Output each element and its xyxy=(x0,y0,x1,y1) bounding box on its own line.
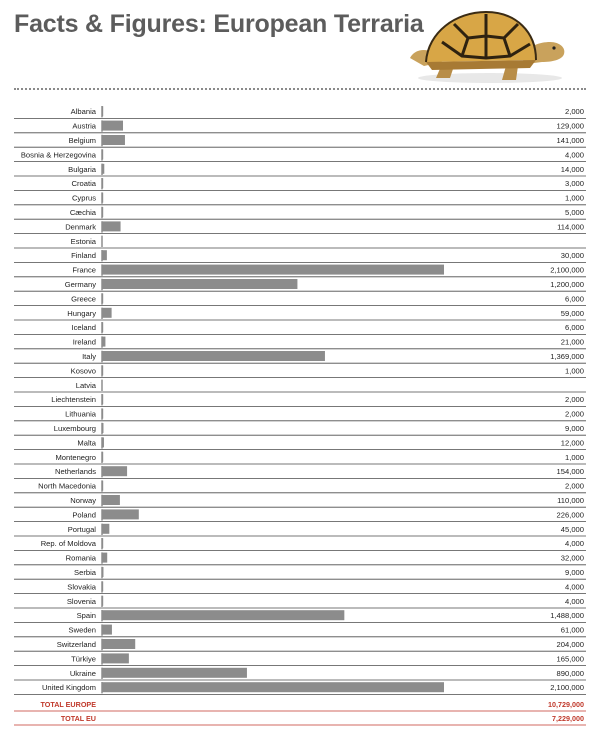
value-label: 114,000 xyxy=(557,222,584,232)
value-label: 59,000 xyxy=(560,308,584,318)
total-value: 7,229,000 xyxy=(552,714,584,723)
bar xyxy=(102,509,139,519)
category-label: Latvia xyxy=(75,380,96,390)
bar xyxy=(102,365,103,375)
value-label: 2,100,000 xyxy=(550,265,584,275)
category-label: Montenegro xyxy=(55,452,96,462)
bar xyxy=(102,466,127,476)
value-label: 5,000 xyxy=(564,208,584,217)
value-label: 154,000 xyxy=(556,467,584,477)
category-label: Switzerland xyxy=(56,640,96,649)
value-label: 1,200,000 xyxy=(550,280,584,289)
value-label: 32,000 xyxy=(560,553,584,563)
category-label: Denmark xyxy=(65,222,96,232)
total-label: TOTAL EUROPE xyxy=(40,700,96,709)
bar xyxy=(102,265,444,275)
bar xyxy=(102,207,103,217)
value-label: 4,000 xyxy=(564,582,584,592)
category-label: Ireland xyxy=(72,337,96,347)
value-label: 2,000 xyxy=(564,107,584,117)
value-label: 226,000 xyxy=(556,510,584,520)
value-label: 30,000 xyxy=(560,251,584,261)
category-label: Luxembourg xyxy=(53,424,96,433)
value-label: 9,000 xyxy=(564,568,584,577)
category-label: North Macedonia xyxy=(38,481,96,491)
category-label: Romania xyxy=(65,553,96,563)
value-label: 1,488,000 xyxy=(550,611,584,621)
bar xyxy=(102,221,121,231)
bar xyxy=(102,178,103,188)
category-label: Malta xyxy=(77,438,96,448)
category-label: Croatia xyxy=(71,179,96,189)
category-label: Finland xyxy=(71,251,96,261)
category-label: Slovakia xyxy=(67,582,96,592)
bar xyxy=(102,639,135,649)
value-label: 21,000 xyxy=(560,337,584,347)
bar xyxy=(102,322,103,332)
category-label: United Kingdom xyxy=(41,683,96,693)
value-label: 1,000 xyxy=(564,193,584,203)
bar xyxy=(102,495,120,505)
category-label: Lithuania xyxy=(65,409,96,419)
value-label: 2,100,000 xyxy=(550,683,584,693)
category-label: Bulgaria xyxy=(68,164,96,174)
bar xyxy=(102,481,103,491)
bar xyxy=(102,567,103,577)
bar xyxy=(102,149,103,159)
category-label: Germany xyxy=(64,280,96,289)
bar xyxy=(102,250,107,260)
category-label: Liechtenstein xyxy=(51,395,96,405)
value-label: 9,000 xyxy=(564,424,584,433)
category-label: Norway xyxy=(70,496,96,505)
category-label: Italy xyxy=(82,352,96,361)
category-label: Türkiye xyxy=(71,654,96,664)
category-label: Cyprus xyxy=(71,193,96,203)
value-label: 4,000 xyxy=(564,596,584,606)
value-label: 129,000 xyxy=(556,121,584,131)
category-label: Bosnia & Herzegovina xyxy=(20,150,96,160)
category-label: Sweden xyxy=(68,625,96,635)
category-label: Albania xyxy=(70,107,96,117)
category-label: Austria xyxy=(72,121,96,131)
value-label: 14,000 xyxy=(560,164,584,174)
bar xyxy=(102,538,103,548)
page-title: Facts & Figures: European Terraria xyxy=(14,10,424,38)
bar xyxy=(102,581,103,591)
value-label: 1,369,000 xyxy=(550,352,584,361)
value-label: 12,000 xyxy=(560,438,584,448)
bar xyxy=(102,409,103,419)
bar xyxy=(102,337,105,347)
value-label: 1,000 xyxy=(564,366,584,376)
value-label: 6,000 xyxy=(564,294,584,304)
bar xyxy=(102,452,103,462)
bar xyxy=(102,524,109,534)
category-label: Portugal xyxy=(67,524,96,534)
value-label: 2,000 xyxy=(564,481,584,491)
value-label: 2,000 xyxy=(564,409,584,419)
value-label: 165,000 xyxy=(556,654,584,664)
category-label: Belgium xyxy=(68,136,96,145)
total-label: TOTAL EU xyxy=(60,714,96,723)
bar xyxy=(102,394,103,404)
category-label: Serbia xyxy=(74,568,96,577)
value-label: 110,000 xyxy=(557,496,584,505)
value-label: 61,000 xyxy=(560,625,584,635)
category-label: Iceland xyxy=(71,323,96,333)
category-label: Ukraine xyxy=(69,668,96,678)
bar xyxy=(102,135,125,145)
value-label: 890,000 xyxy=(556,668,584,678)
value-label: 4,000 xyxy=(564,539,584,549)
category-label: France xyxy=(72,265,96,275)
category-label: Netherlands xyxy=(55,467,96,477)
value-label: 6,000 xyxy=(564,323,584,333)
category-label: Greece xyxy=(71,294,96,304)
value-label: 4,000 xyxy=(564,150,584,160)
category-label: Estonia xyxy=(70,236,96,246)
bar xyxy=(102,625,112,635)
bar xyxy=(102,351,325,361)
bar xyxy=(102,437,104,447)
total-value: 10,729,000 xyxy=(548,700,584,709)
bar xyxy=(102,610,344,620)
category-label: Kosovo xyxy=(70,366,96,376)
category-label: Spain xyxy=(76,611,96,621)
category-label: Cæchia xyxy=(69,208,96,217)
bar xyxy=(102,423,103,433)
bar xyxy=(102,596,103,606)
bar xyxy=(102,653,129,663)
bar xyxy=(102,106,103,116)
bar xyxy=(102,193,103,203)
bar xyxy=(102,279,297,289)
value-label: 204,000 xyxy=(556,640,584,649)
bar xyxy=(102,553,107,563)
bar xyxy=(102,293,103,303)
bar xyxy=(102,682,444,692)
category-label: Hungary xyxy=(67,308,96,318)
bar xyxy=(102,121,123,131)
bar xyxy=(102,668,247,678)
value-label: 141,000 xyxy=(556,136,584,145)
bar xyxy=(102,164,104,174)
bar xyxy=(102,308,112,318)
value-label: 1,000 xyxy=(564,452,584,462)
category-label: Poland xyxy=(72,510,96,520)
value-label: 45,000 xyxy=(560,524,584,534)
category-label: Slovenia xyxy=(66,596,96,606)
value-label: 3,000 xyxy=(564,179,584,189)
value-label: 2,000 xyxy=(564,395,584,405)
category-label: Rep. of Moldova xyxy=(40,539,96,549)
